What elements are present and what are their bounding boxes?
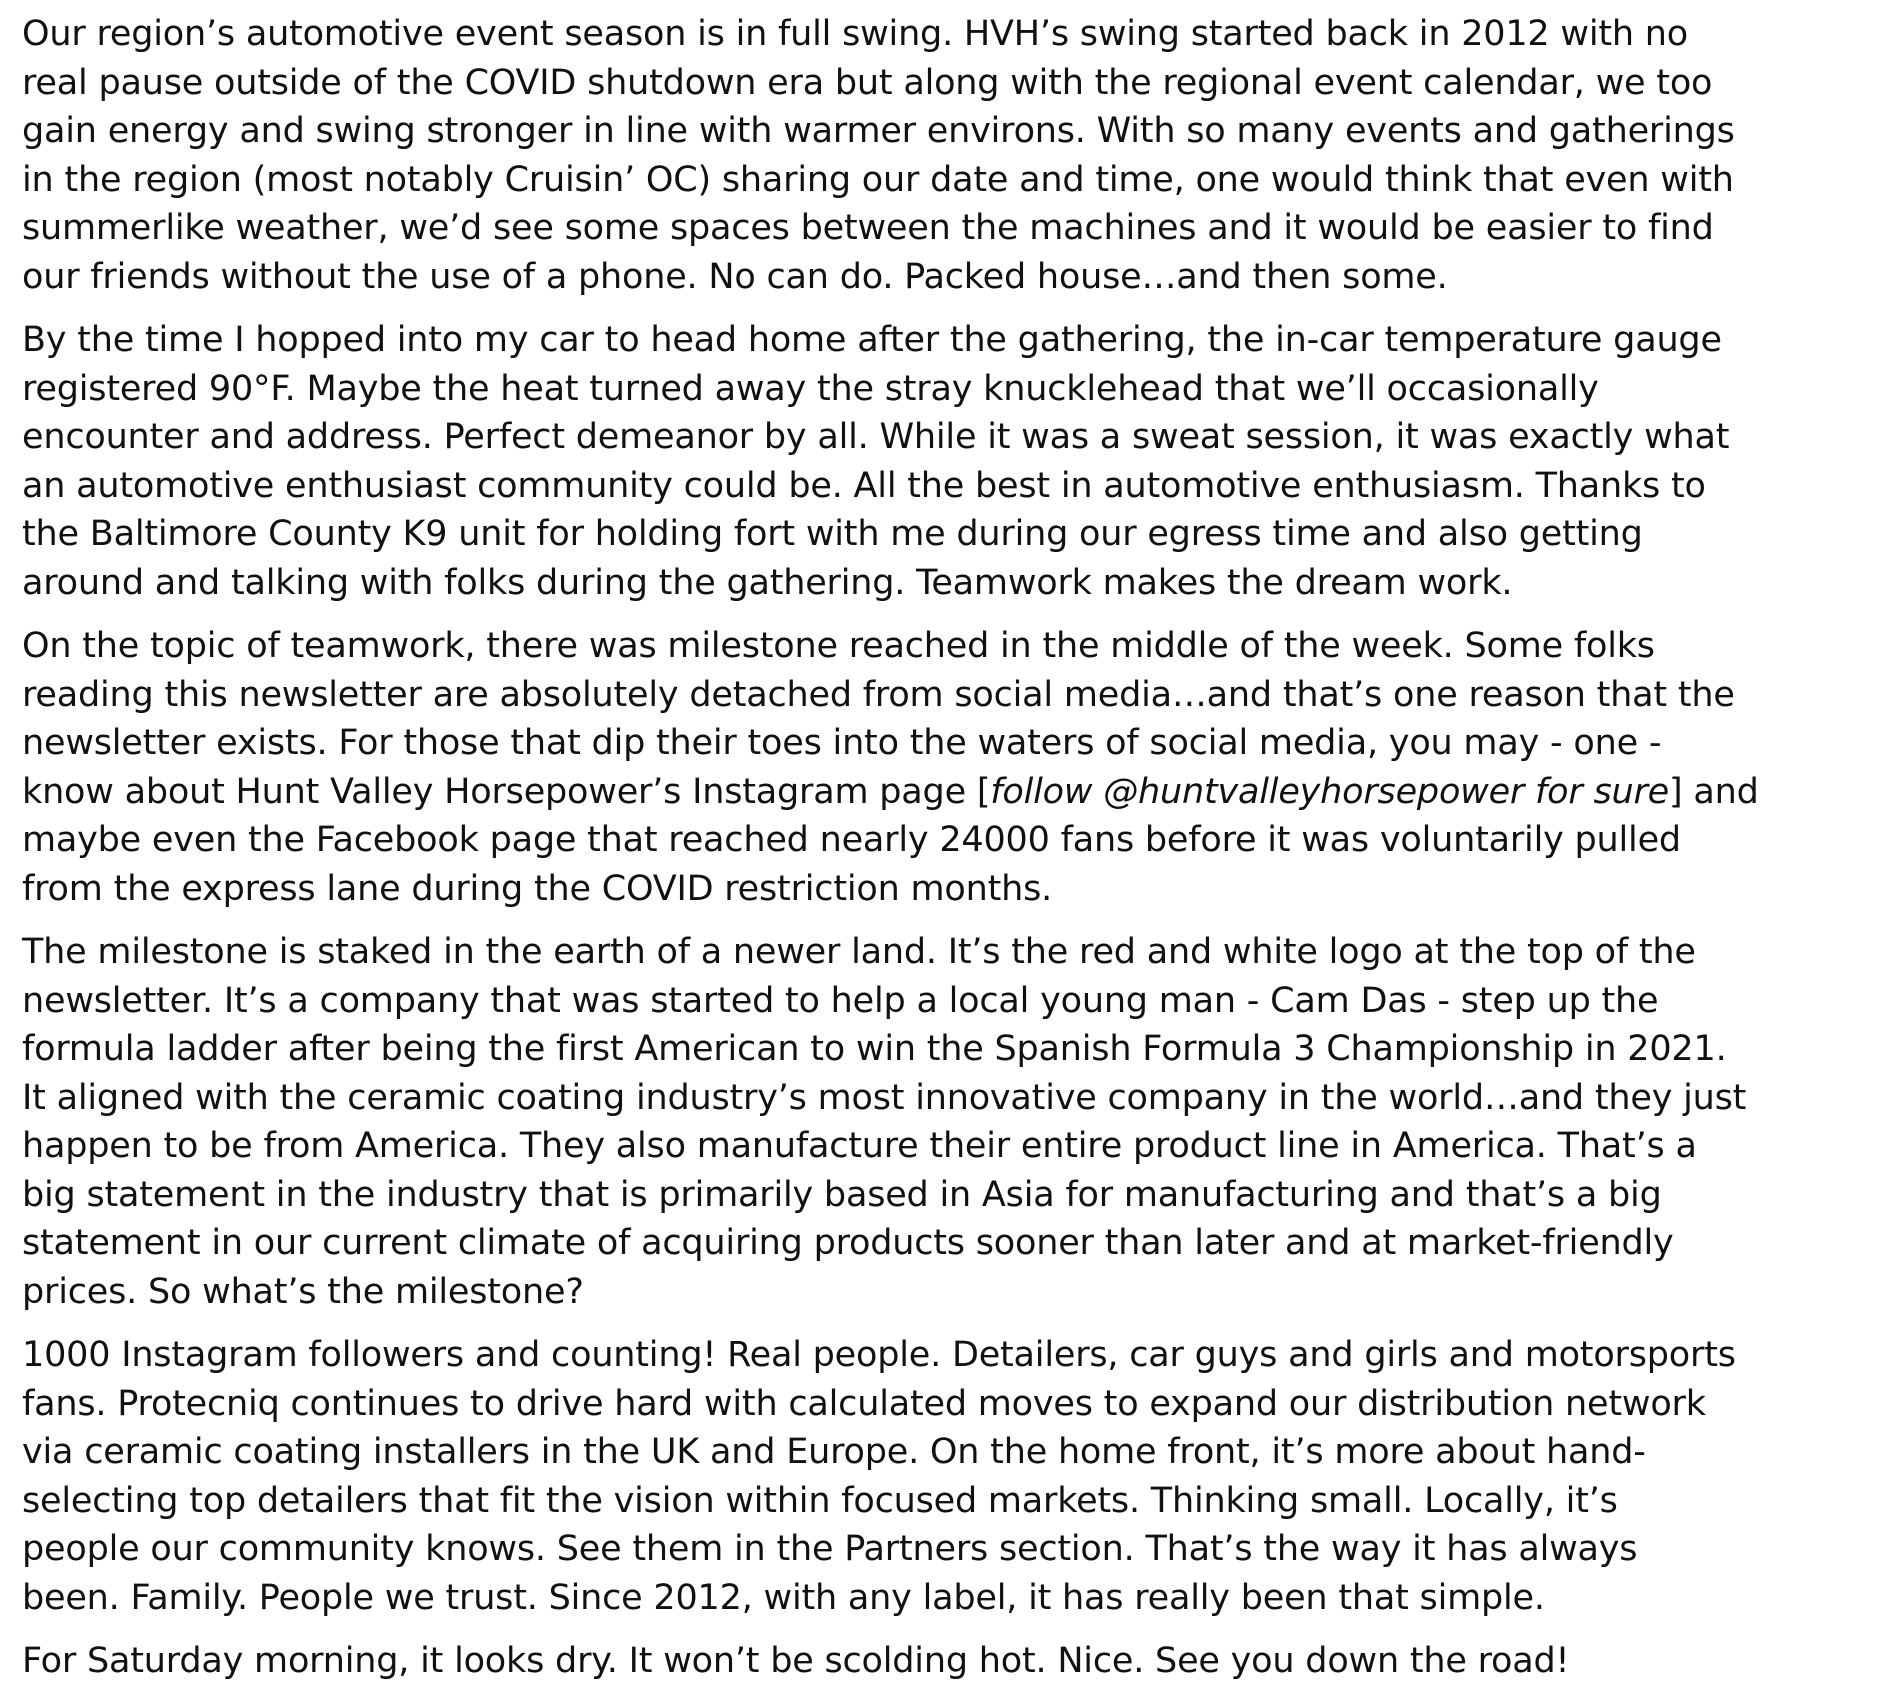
paragraph-social-media-text-start: On the topic of teamwork, there was milestone reached in the middle of the week. Some folks reading this newsletter are absolutely detached from social media…and that’s one reason that the newsletter exists. For those that dip their toes into the waters of social media, you may - one - know about Hunt Valley Horsepower’s Instagram page [: [22, 626, 1735, 812]
newsletter-body: [22, 10, 1892, 1686]
paragraph-milestone-sponsor: The milestone is staked in the earth of a newer land. It’s the red and white logo at the top of the newsletter. It’s a company that was started to help a local young man - Cam Das - step up the formula ladder after being the first American to win the Spanish Formula 3 Championship in 2021. It aligned with the ceramic coating industry’s most innovative company in the world…and they just happen to be from America. They also manufacture their entire product line in America. That’s a big statement in the industry that is primarily based in Asia for manufacturing and that’s a big statement in our current climate of acquiring products sooner than later and at market-friendly prices. So what’s the milestone?: [22, 932, 1747, 1312]
paragraph-saturday-forecast: For Saturday morning, it looks dry. It won’t be scolding hot. Nice. See you down the road!: [22, 1641, 1570, 1681]
paragraph-social-media: [22, 622, 1892, 913]
paragraph-social-media-text-end: ] and maybe even the Facebook page that reached nearly 24000 fans before it was voluntarily pulled from the express lane during the COVID restriction months.: [22, 771, 1759, 909]
paragraph-instagram-followers: 1000 Instagram followers and counting! Real people. Detailers, car guys and girls and motorsports fans. Protecniq continues to drive hard with calculated moves to expand our distribution network via ceramic coating installers in the UK and Europe. On the home front, it’s more about hand- selecting top detailers that fit the vision within focused markets. Thinking small. Locally, it’s people our community knows. See them in the Partners section. That’s the way it has always been. Family. People we trust. Since 2012, with any label, it has really been that simple.: [22, 1335, 1736, 1618]
paragraph-event-season: Our region’s automotive event season is in full swing. HVH’s swing started back in 2012 with no real pause outside of the COVID shutdown era but along with the regional event calendar, we too gain energy and swing stronger in line with warmer environs. With so many events and gatherings in the region (most notably Cruisin’ OC) sharing our date and time, one would think that even with summerlike weather, we’d see some spaces between the machines and it would be easier to find our friends without the use of a phone. No can do. Packed house…and then some.: [22, 14, 1735, 297]
instagram-handle-note: follow @huntvalleyhorsepower for sure: [990, 771, 1670, 812]
paragraph-heat-and-teamwork: By the time I hopped into my car to head home after the gathering, the in-car temperature gauge registered 90°F. Maybe the heat turned away the stray knucklehead that we’ll occasionally encounter and address. Perfect demeanor by all. While it was a sweat session, it was exactly what an automotive enthusiast community could be. All the best in automotive enthusiasm. Thanks to the Baltimore County K9 unit for holding fort with me during our egress time and also getting around and talking with folks during the gathering. Teamwork makes the dream work.: [22, 320, 1730, 603]
